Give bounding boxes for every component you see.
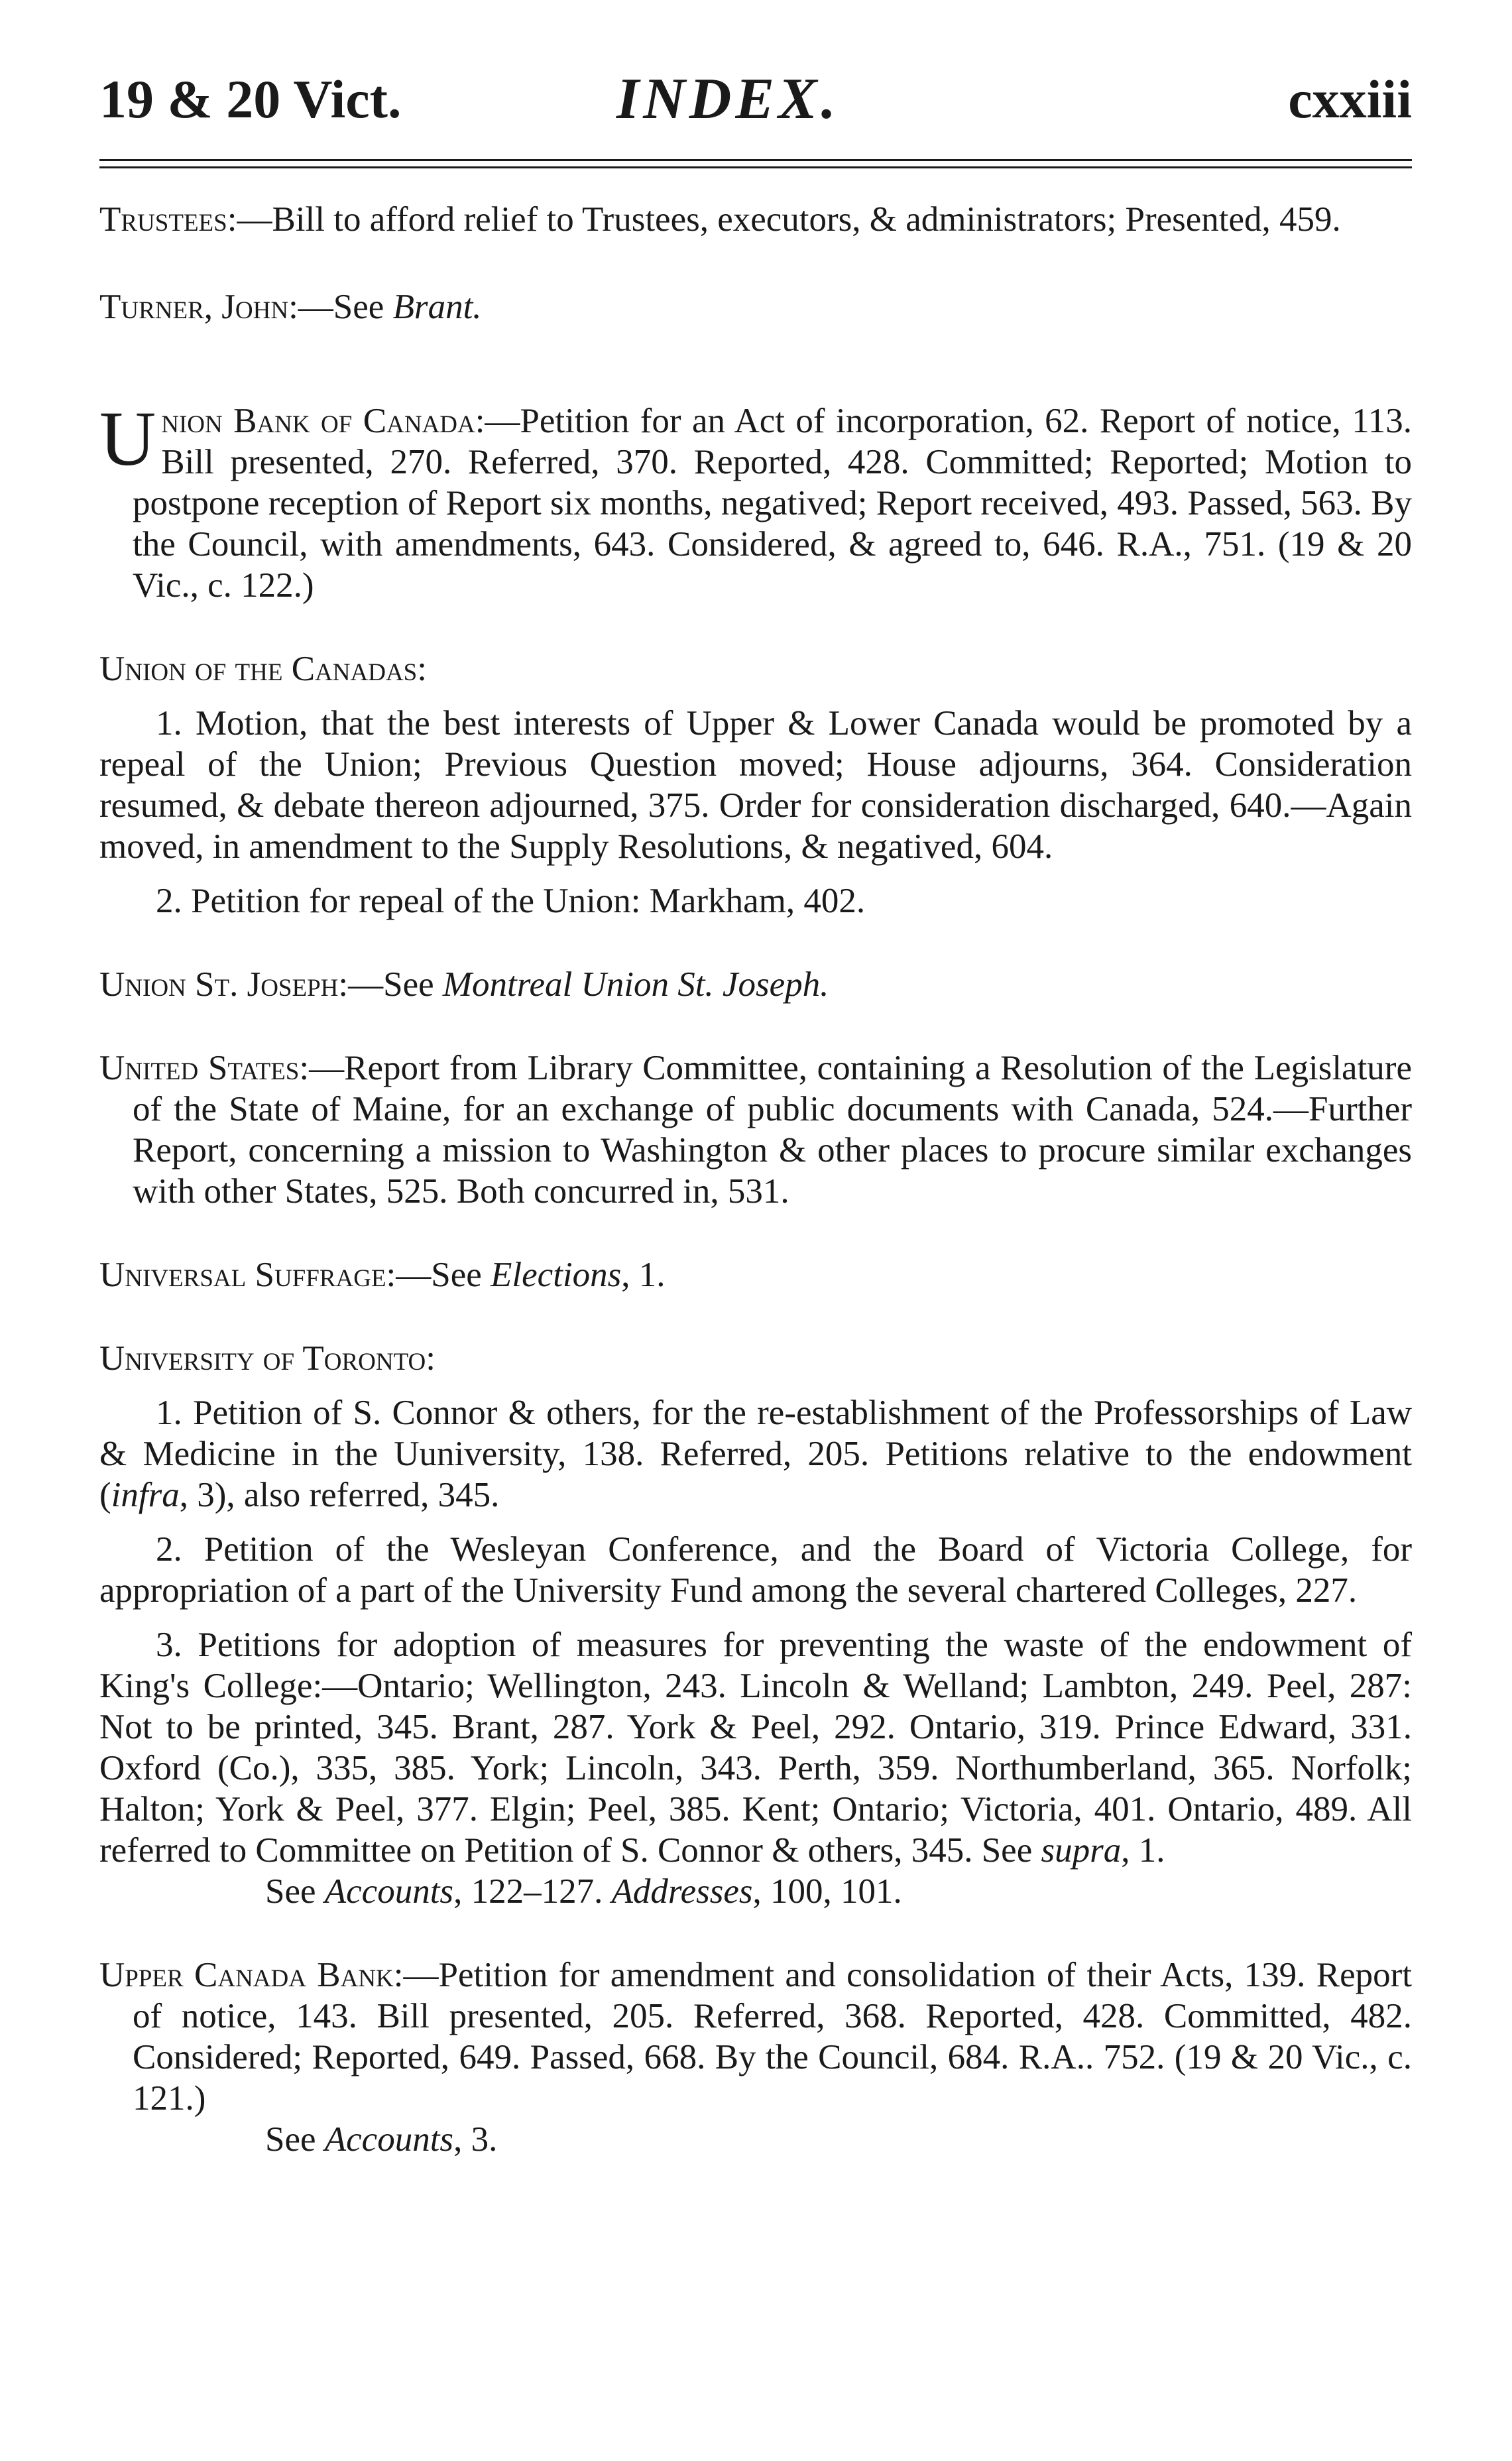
entry-text: :—Petition for amendment and consolidation of their Acts, 139. Report of notice, 143. Bill presented, 205. Referred, 368. Reported, 428. Committed, 482. Considered; Reported, 649. Passed, 668. By the Council, 684. R.A.. 752. (19 & 20 Vic., c. 121.) <box>133 1956 1412 2118</box>
see-prefix: See <box>265 2120 325 2159</box>
spacer <box>99 1379 1412 1392</box>
see-accounts: Accounts <box>324 2120 454 2159</box>
see-accounts-pages: , 122–127. <box>453 1872 612 1911</box>
header-page-number: cxxiii <box>1288 69 1412 129</box>
sub-item-text: 3. Petitions for adoption of measures for preventing the waste of the endowment of King's College:—Ontario; Wellington, 243. Lincoln & Welland; Lambton, 249. Peel, 287: Not to be printed, 345. Brant, 287. York & Peel, 292. Ontario, 319. Prince Edward, 331. Oxford (Co.), 335, 385. York; Lincoln, 343. Perth, 359. Northumberland, 365. Norfolk; Halton; York & Peel, 377. Elgin; Peel, 385. Kent; Ontario; Victoria, 401. Ontario, 489. All referred to Committee on Petition of S. Connor & others, 345. See <box>99 1626 1412 1870</box>
entry-heading: University of Toronto <box>99 1339 426 1378</box>
spacer <box>99 1295 1412 1338</box>
entry-text: :—See <box>386 1256 491 1294</box>
cross-reference-tail: , 1. <box>621 1256 666 1294</box>
see-prefix: See <box>265 1872 325 1911</box>
entry-heading: Turner, John <box>99 288 289 326</box>
spacer <box>99 606 1412 648</box>
header-rule-top <box>99 159 1412 161</box>
entry-heading-suffix: : <box>417 650 427 688</box>
sub-item-emphasis: supra <box>1041 1831 1122 1870</box>
entry-heading: Trustees <box>99 200 227 239</box>
see-addresses-pages: , 100, 101. <box>752 1872 902 1911</box>
spacer <box>99 328 1412 400</box>
entry-university-toronto <box>99 1338 1412 1379</box>
header-rule-bottom <box>99 166 1412 168</box>
sub-item-text-tail: , 1. <box>1121 1831 1165 1870</box>
entry-heading: Union St. Joseph <box>99 965 339 1004</box>
index-content <box>99 199 1412 2160</box>
sub-item-emphasis: infra <box>111 1476 180 1514</box>
spacer <box>99 1516 1412 1529</box>
spacer <box>99 240 1412 286</box>
see-also-university <box>99 1871 1412 1912</box>
entry-universal-suffrage <box>99 1254 1412 1295</box>
spacer <box>99 690 1412 703</box>
see-accounts: Accounts <box>324 1872 454 1911</box>
entry-text: :—Bill to afford relief to Trustees, executors, & administrators; Presented, 459. <box>227 200 1341 239</box>
entry-heading: Universal Suffrage <box>99 1256 386 1294</box>
entry-text: :—See <box>288 288 393 326</box>
spacer <box>99 922 1412 964</box>
spacer <box>99 1912 1412 1954</box>
spacer <box>99 1611 1412 1624</box>
entry-heading: United States <box>99 1049 300 1087</box>
entry-trustees <box>99 199 1412 240</box>
entry-turner <box>99 286 1412 328</box>
entry-union-bank <box>99 395 1412 606</box>
spacer <box>99 867 1412 880</box>
sub-item-union-1: 1. Motion, that the best interests of Upper & Lower Canada would be promoted by a repeal of the Union; Previous Question moved; House adjourns, 364. Consideration resumed, & debate thereon adjourned, 375. Order for consideration discharged, 640.—Again moved, in amendment to the Supply Resolutions, & negatived, 604. <box>99 704 1412 866</box>
see-also-upper-canada-bank <box>99 2119 1412 2160</box>
entry-heading-suffix: : <box>426 1339 436 1378</box>
entry-text: :—Petition for an Act of incorporation, 62. Report of notice, 113. Bill presented, 270. Referred, 370. Reported, 428. Committed; Reported; Motion to postpone reception of Report six months, negatived; Report received, 493. Passed, 563. By the Council, with amendments, 643. Considered, & agreed to, 646. R.A., 751. (19 & 20 Vic., c. 122.) <box>133 402 1412 605</box>
entry-upper-canada-bank <box>99 1954 1412 2119</box>
entry-union-canadas <box>99 648 1412 690</box>
entry-text: :—Report from Library Committee, containing a Resolution of the Legislature of the State of Maine, for an exchange of public documents with Canada, 524.—Further Report, concerning a mission to Washington & other places to procure similar exchanges with other States, 525. Both concurred in, 531. <box>133 1049 1412 1211</box>
entry-heading: Union of the Canadas <box>99 650 418 688</box>
drop-cap: U <box>99 395 156 482</box>
sub-item-text-tail: , 3), also referred, 345. <box>179 1476 500 1514</box>
entry-heading: nion Bank of Canada <box>161 402 475 440</box>
sub-item-university-1 <box>99 1392 1412 1516</box>
header-statute-year: 19 & 20 Vict. <box>99 69 402 129</box>
page-header <box>99 63 1412 136</box>
spacer <box>99 1212 1412 1254</box>
header-title: INDEX. <box>616 67 840 131</box>
cross-reference: Elections <box>491 1256 622 1294</box>
see-accounts-pages: , 3. <box>453 2120 498 2159</box>
sub-item-text: 1. Petition of S. Connor & others, for the re-establishment of the Professorships of Law & Medicine in the Uuniversity, 138. Referred, 205. Petitions relative to the endowment ( <box>99 1394 1412 1514</box>
cross-reference: Montreal Union St. Joseph. <box>442 965 829 1004</box>
sub-item-university-3 <box>99 1624 1412 1871</box>
cross-reference: Brant. <box>392 288 482 326</box>
entry-heading: Upper Canada Bank <box>99 1956 394 1994</box>
spacer <box>99 1005 1412 1048</box>
entry-union-st-joseph <box>99 964 1412 1005</box>
entry-text: :—See <box>338 965 443 1004</box>
entry-united-states <box>99 1048 1412 1212</box>
sub-item-university-2: 2. Petition of the Wesleyan Conference, and the Board of Victoria College, for appropriation of a part of the University Fund among the several chartered Colleges, 227. <box>99 1530 1412 1610</box>
sub-item-union-2: 2. Petition for repeal of the Union: Markham, 402. <box>156 882 866 920</box>
see-addresses: Addresses <box>611 1872 753 1911</box>
